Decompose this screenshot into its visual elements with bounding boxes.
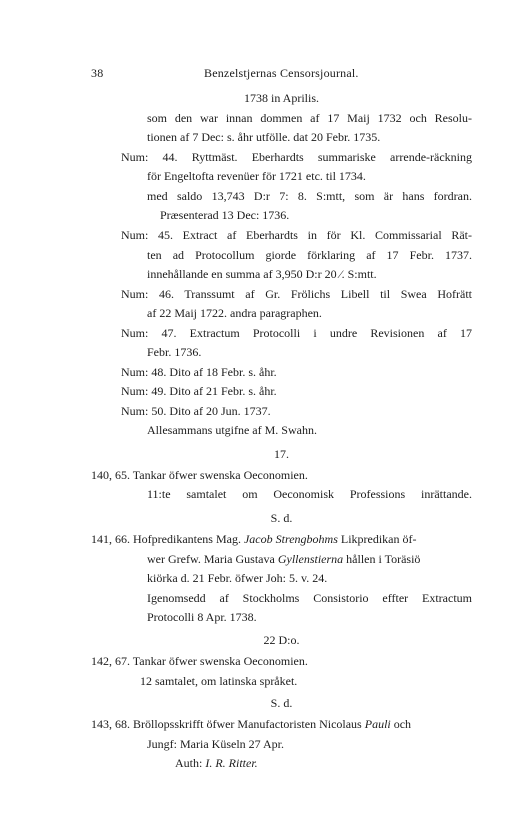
text-span: Likpredikan öf- (340, 532, 417, 546)
text-line: Præsenterad 13 Dec: 1736. (160, 208, 290, 222)
text-line: tionen af 7 Dec: s. åhr utfölle. dat 20 Febr. 1735. (147, 130, 381, 144)
text-line: Jungf: Maria Küseln 27 Apr. (147, 737, 284, 751)
person-name: Pauli (364, 717, 391, 731)
entry-140: 140, 65. Tankar öfwer swenska Oeconomien. (91, 468, 308, 482)
text-line: Allesammans utgifne af M. Swahn. (147, 423, 317, 437)
text-line: innehållande en summa af 3,950 D:r 20 ⁄. S:mtt. (147, 267, 377, 281)
text-span: hållen i Toräsiö (346, 552, 421, 566)
entry-num-46: Num: 46. Transsumt af Gr. Frölichs Libell til Swea Hofrätt (121, 287, 472, 301)
date-heading: S. d. (270, 511, 293, 525)
person-name: Gyllenstierna (277, 552, 344, 566)
entry-num-45: Num: 45. Extract af Eberhardts in för Kl. Commissarial Rät- (121, 228, 472, 242)
text-line: för Engeltofta revenüer för 1721 etc. til 1734. (147, 169, 366, 183)
running-title: Benzelstjernas Censorsjournal. (204, 66, 359, 80)
text-line: af 22 Maij 1722. andra paragraphen. (147, 306, 322, 320)
text-line: ten ad Protocollum giorde förklaring af 17 Febr. 1737. (147, 248, 472, 262)
entry-143 (91, 717, 411, 731)
text-line: 11:te samtalet om Oeconomisk Professions inrättande. (147, 487, 472, 501)
page-number: 38 (91, 66, 104, 80)
date-heading: 1738 in Aprilis. (243, 91, 319, 105)
text-line: Febr. 1736. (147, 345, 202, 359)
text-line: som den war innan dommen af 17 Maij 1732 och Resolu- (147, 111, 472, 125)
text-span: 143, 68. Bröllopsskrifft öfwer Manufactoristen Nicolaus (91, 717, 362, 731)
text-line: Protocolli 8 Apr. 1738. (147, 610, 257, 624)
entry-141 (91, 532, 417, 546)
entry-num-48: Num: 48. Dito af 18 Febr. s. åhr. (121, 365, 277, 379)
text-line (147, 552, 420, 566)
date-heading: 22 D:o. (263, 633, 300, 647)
text-line: 12 samtalet, om latinska språket. (140, 674, 298, 688)
entry-num-44: Num: 44. Ryttmäst. Eberhardts summariske arrende-räckning (121, 150, 472, 164)
text-line: med saldo 13,743 D:r 7: 8. S:mtt, som är hans fordran. (147, 189, 472, 203)
entry-num-50: Num: 50. Dito af 20 Jun. 1737. (121, 404, 271, 418)
entry-num-49: Num: 49. Dito af 21 Febr. s. åhr. (121, 384, 277, 398)
text-span: och (393, 717, 412, 731)
text-line: kiörka d. 21 Febr. öfwer Joh: 5. v. 24. (147, 571, 328, 585)
text-line: Igenomsedd af Stockholms Consistorio effter Extractum (147, 591, 472, 605)
person-name: Jacob Strengbohms (243, 532, 338, 546)
text-span: 141, 66. Hofpredikantens Mag. (91, 532, 241, 546)
entry-num-47: Num: 47. Extractum Protocolli i undre Revisionen af 17 (121, 326, 472, 340)
author-line (175, 756, 258, 770)
author-name: I. R. Ritter. (205, 756, 258, 770)
date-heading: S. d. (270, 696, 293, 710)
text-span: Auth: (175, 756, 203, 770)
date-heading: 17. (274, 447, 289, 461)
entry-142: 142, 67. Tankar öfwer swenska Oeconomien. (91, 654, 308, 668)
text-span: wer Grefw. Maria Gustava (147, 552, 275, 566)
